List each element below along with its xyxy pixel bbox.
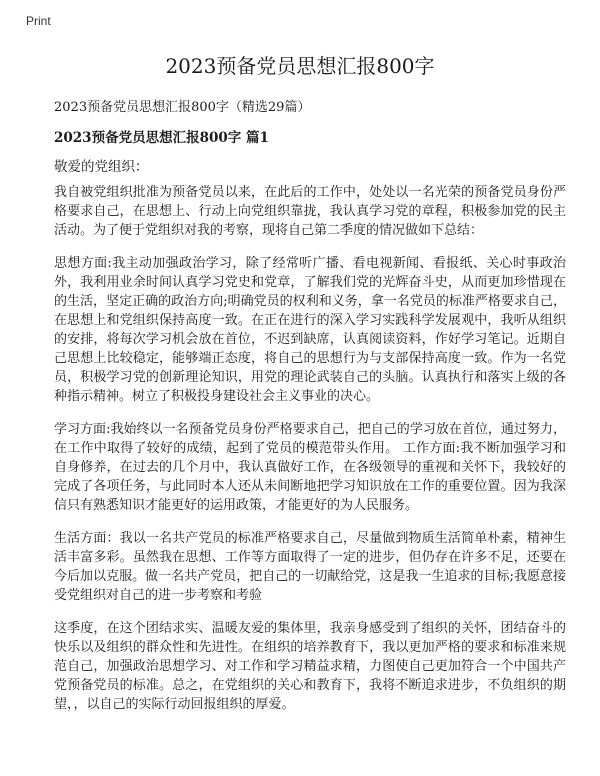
document-subtitle: 2023预备党员思想汇报800字（精选29篇） [54, 100, 311, 115]
paragraph: 思想方面:我主动加强政治学习，除了经常听广播、看电视新闻、看报纸、关心时事政治外，我利用业余时间认真学习党史和党章，了解我们党的光辉奋斗史，从而更加珍惜现在的生活，坚定正确的政治方向;明确党员的权利和义务，拿一名党员的标准严格要求自己，在思想上和党组织保持高度一致。在正在进行的深入学习实践科学发展观中，我听从组织的安排，将每次学习机会放在首位，不迟到缺席，认真阅读资料，作好学习笔记。近期自己思想上比较稳定，能够端正态度，将自己的思想行为与支部保持高度一致。作为一名党员，积极学习党的创新理论知识，用党的理论武装自己的头脑。认真执行和落实上级的各种指示精神。树立了积极投身建设社会主义事业的决心。 [54, 256, 566, 404]
section-heading: 2023预备党员思想汇报800字 篇1 [54, 130, 269, 146]
paragraph: 这季度，在这个团结求实、温暖友爱的集体里，我亲身感受到了组织的关怀，团结奋斗的快乐以及组织的群众性和先进性。在组织的培养教育下，我以更加严格的要求和标准来规范自己，加强政治思想学习、对工作和学习精益求精，力图使自己更加符合一个中国共产党预备党员的标准。总之，在党组织的关心和教育下，我将不断追求进步，不负组织的期望，，以自己的实际行动回报组织的厚爱。 [54, 621, 566, 712]
document-title: 2023预备党员思想汇报800字 [165, 54, 435, 78]
paragraph: 生活方面：我以一名共产党员的标准严格要求自己，尽量做到物质生活简单朴素，精神生活丰富多彩。虽然我在思想、工作等方面取得了一定的进步，但仍存在许多不足，还要在今后加以克服。做一名共产党员，把自己的一切献给党，这是我一生追求的目标;我愿意接受党组织对自己的进一步考察和考验 [54, 531, 566, 603]
body-text [54, 183, 566, 728]
paragraph: 我自被党组织批准为预备党员以来，在此后的工作中，处处以一名光荣的预备党员身份严格要求自己，在思想上、行动上向党组织靠拢，我认真学习党的章程，积极参加党的民主活动。为了便于党组织对我的考察，现将自己第二季度的情况做如下总结： [54, 185, 566, 238]
salutation: 敬爱的党组织： [54, 159, 149, 175]
paragraph: 学习方面:我始终以一名预备党员身份严格要求自己，把自己的学习放在首位，通过努力，在工作中取得了较好的成绩，起到了党员的模范带头作用。 工作方面:我不断加强学习和自身修养，在过去的几个月中，我认真做好工作，在各级领导的重视和关怀下，我较好的完成了各项任务，与此同时本人还从未间断地把学习知识放在工作的重要位置。因为我深信只有熟悉知识才能更好的运用政策，才能更好的为人民服务。 [54, 422, 566, 513]
print-label: Print [26, 14, 51, 28]
